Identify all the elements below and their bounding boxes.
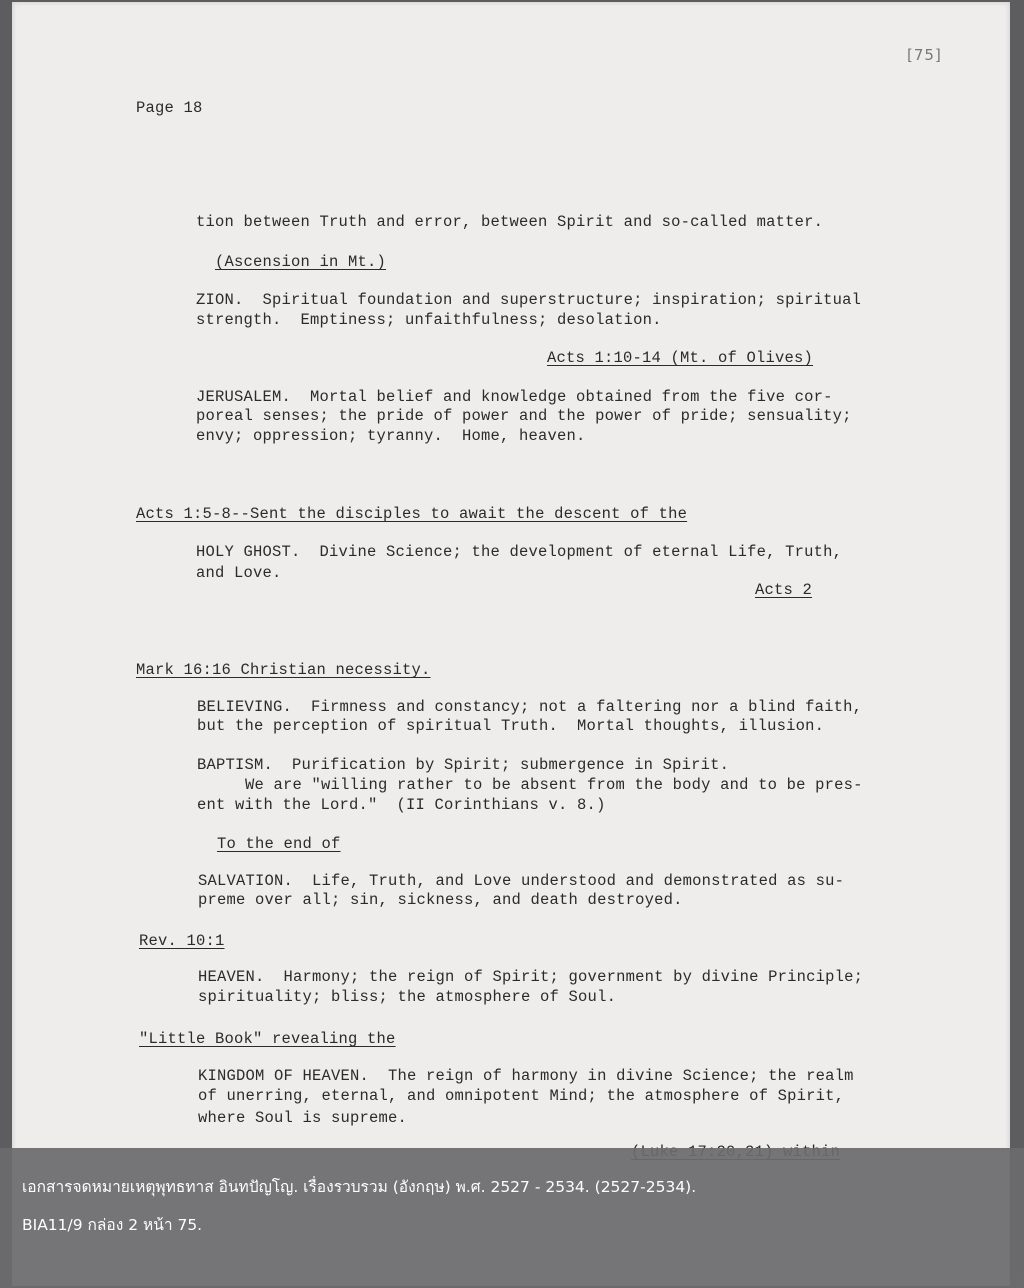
archive-number-mark: [75] bbox=[907, 46, 942, 64]
text-line: BAPTISM. Purification by Spirit; submergence in Spirit. bbox=[197, 756, 730, 774]
text-line: and Love. bbox=[196, 564, 282, 582]
text-line: of unerring, eternal, and omnipotent Mind; the atmosphere of Spirit, bbox=[198, 1087, 845, 1105]
text-line: where Soul is supreme. bbox=[198, 1109, 408, 1127]
caption-reference: BIA11/9 กล่อง 2 หน้า 75. bbox=[22, 1216, 203, 1234]
text-line: poreal senses; the pride of power and the power of pride; sensuality; bbox=[196, 407, 852, 425]
text-line: ent with the Lord." (II Corinthians v. 8.) bbox=[197, 796, 606, 814]
marginal-heading: Mark 16:16 Christian necessity. bbox=[136, 661, 431, 679]
text-line: but the perception of spiritual Truth. Mortal thoughts, illusion. bbox=[197, 717, 825, 735]
text-line: envy; oppression; tyranny. Home, heaven. bbox=[196, 427, 586, 445]
marginal-heading: To the end of bbox=[217, 835, 341, 853]
marginal-heading: Acts 2 bbox=[755, 581, 813, 599]
text-line: strength. Emptiness; unfaithfulness; desolation. bbox=[196, 311, 662, 329]
text-line: JERUSALEM. Mortal belief and knowledge obtained from the five cor- bbox=[196, 388, 833, 406]
marginal-heading: Rev. 10:1 bbox=[139, 932, 225, 950]
marginal-heading: "Little Book" revealing the bbox=[139, 1030, 396, 1048]
text-line: ZION. Spiritual foundation and superstructure; inspiration; spiritual bbox=[196, 291, 862, 309]
text-line: HEAVEN. Harmony; the reign of Spirit; government by divine Principle; bbox=[198, 968, 864, 986]
archive-caption-bar bbox=[0, 1148, 1024, 1288]
text-line: preme over all; sin, sickness, and death destroyed. bbox=[198, 891, 683, 909]
text-line: BELIEVING. Firmness and constancy; not a faltering nor a blind faith, bbox=[197, 698, 863, 716]
text-line: tion between Truth and error, between Spirit and so-called matter. bbox=[196, 213, 824, 231]
text-line: HOLY GHOST. Divine Science; the development of eternal Life, Truth, bbox=[196, 543, 843, 561]
text-line: We are "willing rather to be absent from the body and to be pres- bbox=[245, 776, 863, 794]
caption-title: เอกสารจดหมายเหตุพุทธทาส อินทปัญโญ. เรื่องรวบรวม (อังกฤษ) พ.ศ. 2527 - 2534. (2527-2534). bbox=[22, 1178, 697, 1196]
marginal-heading: Acts 1:5-8--Sent the disciples to await the descent of the bbox=[136, 505, 688, 523]
text-line: SALVATION. Life, Truth, and Love understood and demonstrated as su- bbox=[198, 872, 845, 890]
marginal-heading: Acts 1:10-14 (Mt. of Olives) bbox=[547, 349, 814, 367]
text-line: KINGDOM OF HEAVEN. The reign of harmony in divine Science; the realm bbox=[198, 1067, 854, 1085]
document-page bbox=[12, 2, 1010, 1286]
text-line: spirituality; bliss; the atmosphere of Soul. bbox=[198, 988, 617, 1006]
marginal-heading: (Ascension in Mt.) bbox=[215, 253, 387, 271]
page-number: Page 18 bbox=[136, 99, 203, 117]
